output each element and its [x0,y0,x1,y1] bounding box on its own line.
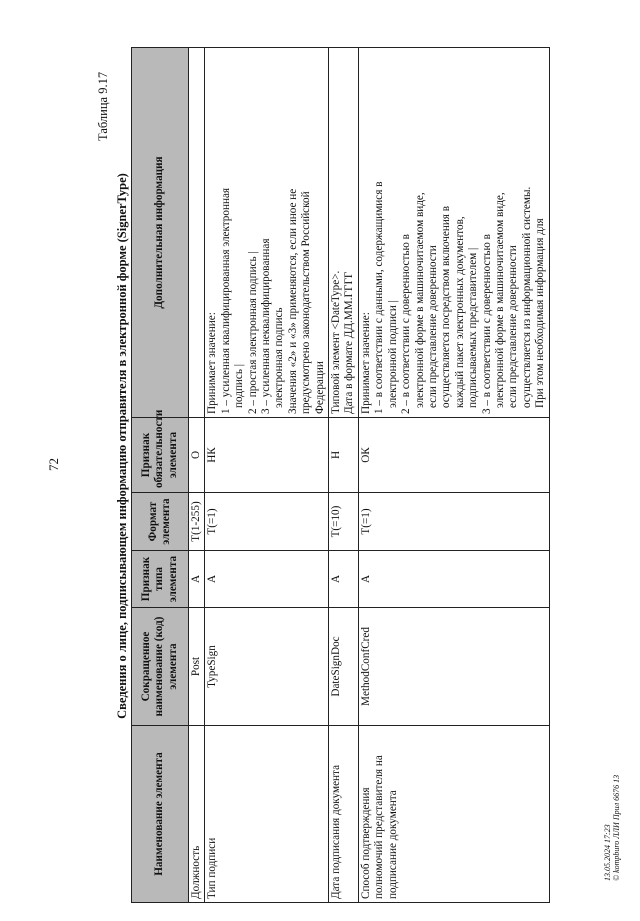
name-line: Способ подтверждения [359,787,372,899]
cell-info [205,48,329,418]
info-line: 2 – в соответствии с доверенностью в [400,234,413,414]
cell-code: MethodConfCred [358,608,549,726]
info-line: Типовой элемент <DateType>. [330,270,343,414]
name-line: полномочий представителя на [373,755,386,899]
header-element-name: Наименование элемента [132,726,189,903]
table-row [189,48,205,903]
cell-info [189,48,205,418]
header-element-type: Признак типа элемента [132,551,189,608]
info-line: 2 – простая электронная подпись | [246,251,259,414]
cell-required: ОК [358,418,549,493]
info-line: электронная подпись [273,307,286,408]
cell-code: Post [189,608,205,726]
info-line: если представление доверенности [426,245,439,408]
cell-type: А [329,551,359,608]
cell-name [358,726,549,903]
cell-code: TypeSign [205,608,329,726]
cell-format: T(=1) [205,493,329,551]
cell-format: T(=10) [329,493,359,551]
cell-type: А [205,551,329,608]
info-line: каждый пакет электронных документов, [453,216,466,408]
info-line: осуществляется посредством включения в [440,205,453,408]
info-line: 1 – в соответствии с данными, содержащимися в [373,181,386,414]
info-line: 1 – усиленная квалифицированная электронная [219,187,232,414]
info-line: Принимает значение: [359,312,372,414]
info-line: подписываемых представителем | [467,247,480,408]
info-line: При этом необходимая информация для [534,218,547,408]
table-title: Сведения о лице, подписывающем информацию отправителя в электронной форме (SignerType) [115,173,129,719]
header-element-required: Признак обязательности элемента [132,418,189,493]
table-header-row [132,48,189,903]
header-additional-info: Дополнительная информация [132,48,189,418]
table-row [205,48,329,903]
info-line: подпись | [233,363,246,408]
info-line: Федерации [313,361,326,414]
name-line: подписание документа [386,790,399,899]
info-line: электронной подписи | [386,300,399,408]
info-line: осуществляется из информационной системы. [520,186,533,408]
cell-required: О [189,418,205,493]
cell-info [329,48,359,418]
cell-format: T(1-255) [189,493,205,551]
info-line: электронной форме в машиночитаемом виде, [413,192,426,408]
cell-code: DateSignDoc [329,608,359,726]
cell-info [358,48,549,418]
info-line: 3 – в соответствии с доверенностью в [480,234,493,414]
info-line: предусмотрено законодательством Российской [300,191,313,414]
info-line: Значения «2» и «3» применяются, если иное не [286,188,299,414]
cell-required: НК [205,418,329,493]
info-line: если представление доверенности [507,245,520,408]
info-line: 3 – усиленная неквалифицированная [260,238,273,414]
cell-required: Н [329,418,359,493]
table-row [329,48,359,903]
table-label: Таблица 9.17 [96,71,110,141]
page-number: 72 [46,458,61,471]
cell-format: T(=1) [358,493,549,551]
info-line: Дата в формате ДД.ММ.ГГГГ [343,271,356,414]
header-element-format: Формат элемента [132,493,189,551]
cell-name: Должность [189,726,205,903]
footer-line: © kompburo ЛЛИ Прил 6676 13 [612,774,621,881]
info-line: Принимает значение: [206,312,219,414]
info-line: электронной форме в машиночитаемом виде, [493,192,506,408]
print-footer [603,775,621,881]
signer-type-table [131,47,550,903]
table-row [358,48,549,903]
cell-type: А [358,551,549,608]
footer-line: 13.05.2024 17:23 [603,824,612,881]
header-element-code: Сокращенное наименование (код) элемента [132,608,189,726]
cell-name: Тип подписи [205,726,329,903]
cell-name: Дата подписания документа [329,726,359,903]
cell-type: А [189,551,205,608]
